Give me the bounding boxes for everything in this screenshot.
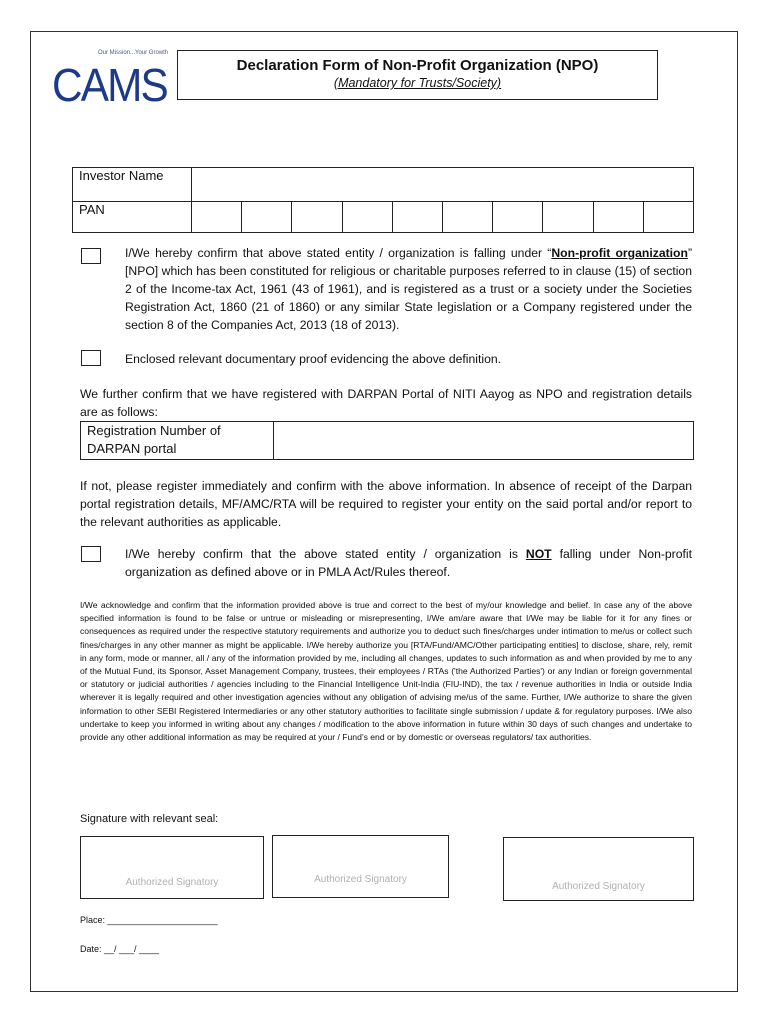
pan-digit[interactable] xyxy=(543,202,593,233)
proof-enclosed-checkbox[interactable] xyxy=(81,350,101,366)
date-field[interactable]: Date: __/ ___/ ____ xyxy=(80,944,160,954)
not-npo-post: falling under Non-profit organization as defined above or in PMLA Act/Rules thereof. xyxy=(125,547,692,579)
signature-label: Signature with relevant seal: xyxy=(80,813,219,825)
signature-caption: Authorized Signatory xyxy=(552,881,645,892)
darpan-reg-label xyxy=(81,422,274,460)
darpan-reg-label-line1: Registration Number of xyxy=(87,423,221,438)
pan-digit[interactable] xyxy=(242,202,292,233)
pan-digit[interactable] xyxy=(392,202,442,233)
signature-box[interactable] xyxy=(272,835,449,898)
npo-term: Non-profit organization xyxy=(551,246,688,260)
investor-name-label: Investor Name xyxy=(73,168,192,202)
signature-caption: Authorized Signatory xyxy=(125,877,219,888)
logo-tagline: Our Mission...Your Growth xyxy=(98,50,169,56)
pan-digit[interactable] xyxy=(192,202,242,233)
pan-digit[interactable] xyxy=(292,202,342,233)
signature-caption: Authorized Signatory xyxy=(314,874,407,885)
darpan-reg-field[interactable] xyxy=(274,422,694,460)
title-box xyxy=(177,50,658,100)
investor-table xyxy=(72,167,694,233)
not-npo-text xyxy=(125,545,692,581)
pan-digit[interactable] xyxy=(442,202,492,233)
npo-declaration-post: ” [NPO] which has been constituted for religious or charitable purposes referred to in clause (15) of section 2 of the Income-tax Act, 1961 (43 of 1961), and is registered as a trust or a society under the Societies Registration Act, 1860 (21 of 1860) or any similar State legislation or a Company registered under the section 8 of the Companies Act, 2013 (18 of 2013). xyxy=(125,246,693,332)
npo-declaration-pre: I/We hereby confirm that above stated entity / organization is falling under “ xyxy=(125,246,552,260)
not-term: NOT xyxy=(525,547,552,561)
npo-confirm-checkbox[interactable] xyxy=(81,248,101,264)
npo-declaration-text xyxy=(125,244,692,334)
acknowledgement-text: I/We acknowledge and confirm that the information provided above is true and correct to the best of my/our knowledge and belief. In case any of the above specified information is found to be false or untrue or misleading or misrepresenting, I/We am/are aware that I/We may be liable for it for any fines or consequences as required under the respective statutory requirements and authorize you to deduct such fines/charges under intimation to me/us or collect such fines/charges in any other manner as might be applicable. I/We hereby authorize you [RTA/Fund/AMC/Other participating entities] to disclose, share, rely, remit in any form, mode or manner, all / any of the information provided by me, including all changes, updates to such information as and when provided by me to any of the Mutual Fund, its Sponsor, Asset Management Company, trustees, their employees / RTAs ('the Authorized Parties') or any Indian or foreign governmental or statutory or judicial authorities / agencies including to the Financial Intelligence Unit-India (FIU-IND), the tax / revenue authorities in India or outside India wherever it is legally required and other investigation agencies without any obligation of advising me/us of the same. Further, I/We authorize to share the given information to other SEBI Registered Intermediaries or any other statutory authorities to facilitate single submission / update & for regulatory purposes. I/We also undertake to keep you informed in writing about any changes / modification to the above information in future within 30 days of such changes and undertake to provide any other additional information as may be required at your / Fund’s end or by domestic or overseas regulators/ tax authorities. xyxy=(80,600,692,743)
registration-notice: If not, please register immediately and confirm with the above information. In absence of receipt of the Darpan portal registration details, MF/AMC/RTA will be required to register your entity on the said portal and/or report to the relevant authorities as applicable. xyxy=(80,479,692,529)
page-title: Declaration Form of Non-Profit Organization (NPO) xyxy=(236,57,599,74)
darpan-intro: We further confirm that we have registered with DARPAN Portal of NITI Aayog as NPO and registration details are as follows: xyxy=(80,387,692,419)
cams-logo xyxy=(52,50,172,111)
darpan-reg-label-line2: DARPAN portal xyxy=(87,441,177,456)
investor-name-field[interactable] xyxy=(192,168,694,202)
not-npo-pre: I/We hereby confirm that the above stated entity / organization is xyxy=(125,547,526,561)
pan-label: PAN xyxy=(73,202,192,233)
pan-digit[interactable] xyxy=(493,202,543,233)
logo-text: CAMS xyxy=(52,59,167,111)
place-field[interactable]: Place: ______________________ xyxy=(80,915,218,925)
pan-digit[interactable] xyxy=(643,202,693,233)
darpan-table xyxy=(80,421,694,460)
page-subtitle: (Mandatory for Trusts/Society) xyxy=(333,76,502,90)
not-npo-checkbox[interactable] xyxy=(81,546,101,562)
proof-enclosed-text: Enclosed relevant documentary proof evidencing the above definition. xyxy=(125,352,502,366)
signature-box[interactable] xyxy=(503,837,694,901)
pan-digit[interactable] xyxy=(593,202,643,233)
signature-box[interactable] xyxy=(80,836,264,899)
pan-digit[interactable] xyxy=(342,202,392,233)
